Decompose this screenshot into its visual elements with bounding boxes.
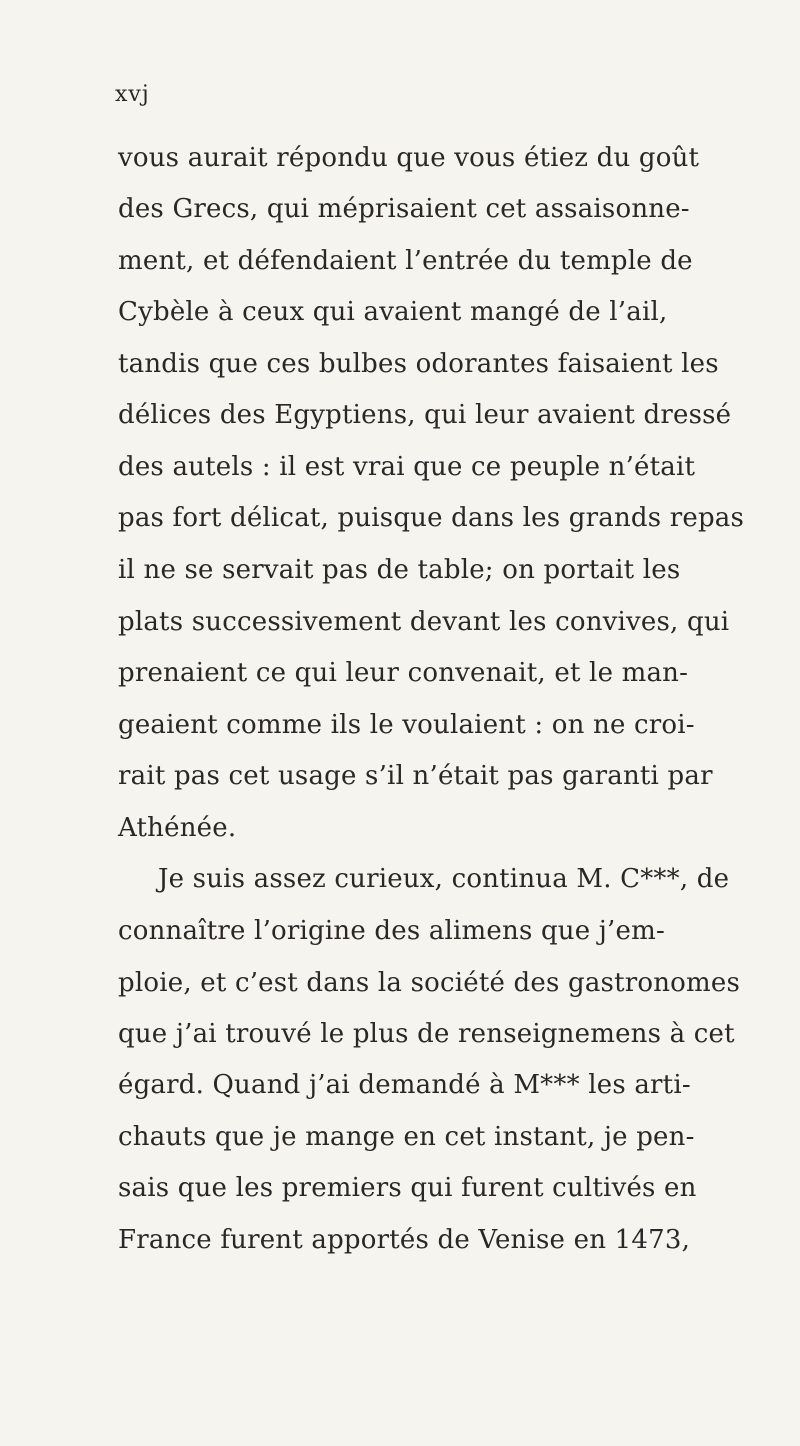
text-line: rait pas cet usage s’il n’était pas garanti par (118, 761, 713, 791)
page-number: xvj (115, 82, 150, 107)
text-line: geaient comme ils le voulaient : on ne croi- (118, 710, 695, 740)
text-line: tandis que ces bulbes odorantes faisaient les (118, 349, 719, 379)
text-line: des autels : il est vrai que ce peuple n’était (118, 452, 696, 482)
text-line: égard. Quand j’ai demandé à M*** les arti- (118, 1070, 691, 1100)
text-line: Je suis assez curieux, continua M. C***, de (158, 864, 730, 894)
text-line: ploie, et c’est dans la société des gastronomes (118, 968, 740, 998)
text-line: pas fort délicat, puisque dans les grands repas (118, 503, 745, 533)
text-line: Cybèle à ceux qui avaient mangé de l’ail, (118, 297, 668, 327)
text-line: il ne se servait pas de table; on portait les (118, 555, 681, 585)
text-line: Athénée. (118, 813, 237, 843)
text-line: que j’ai trouvé le plus de renseignemens à cet (118, 1019, 735, 1049)
text-line: délices des Egyptiens, qui leur avaient dressé (118, 400, 732, 430)
text-line: connaître l’origine des alimens que j’em- (118, 916, 665, 946)
text-line: plats successivement devant les convives, qui (118, 607, 730, 637)
text-line: ment, et défendaient l’entrée du temple de (118, 246, 693, 276)
text-line: chauts que je mange en cet instant, je pen- (118, 1122, 695, 1152)
text-line: France furent apportés de Venise en 1473, (118, 1225, 691, 1255)
text-line: prenaient ce qui leur convenait, et le man- (118, 658, 689, 688)
text-line: sais que les premiers qui furent cultivés en (118, 1173, 697, 1203)
text-line: vous aurait répondu que vous étiez du goût (118, 143, 700, 173)
text-line: des Grecs, qui méprisaient cet assaisonne- (118, 194, 690, 224)
